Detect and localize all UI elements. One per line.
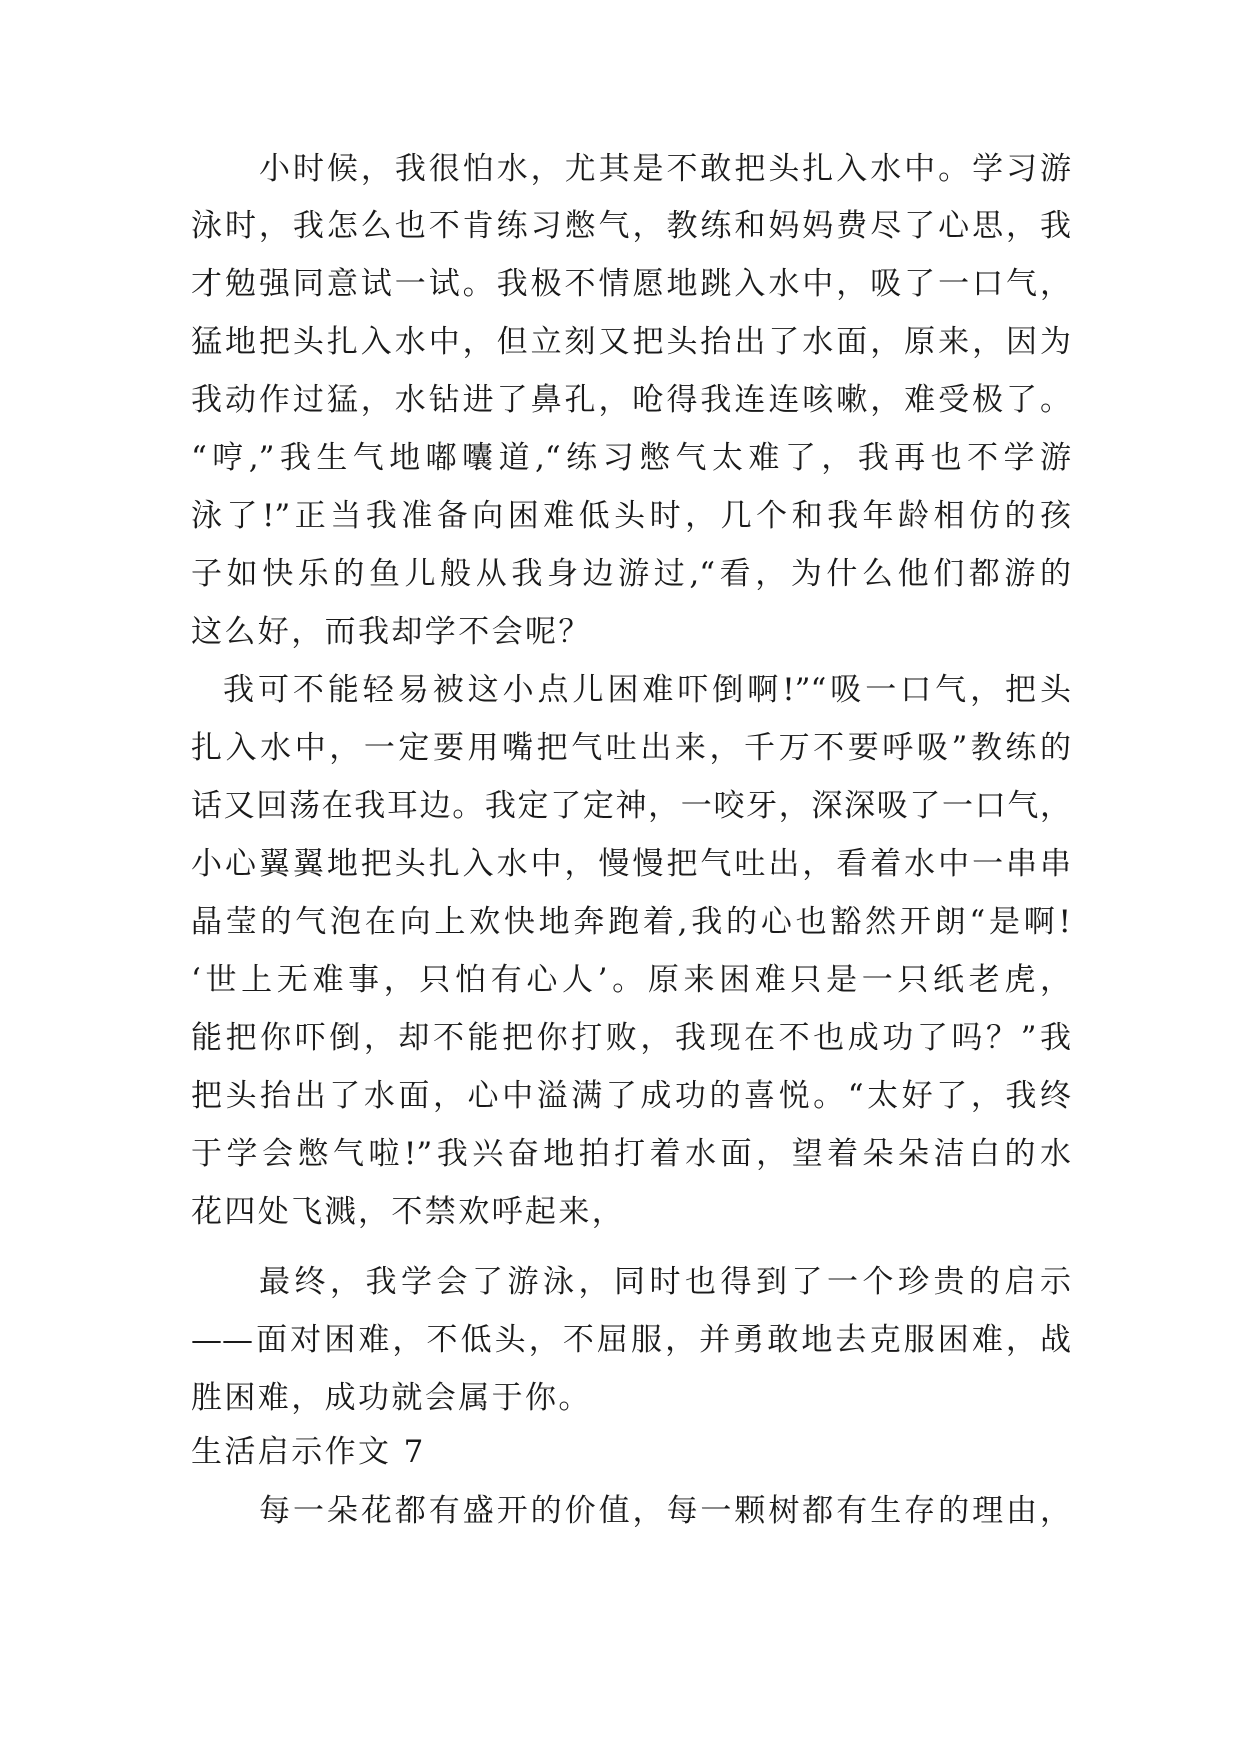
text-line: 把头抬出了水面，心中溢满了成功的喜悦。“太好了，我终 xyxy=(191,1078,1071,1114)
section-heading: 生活启示作文 7 xyxy=(191,1434,426,1470)
text-line: 最终，我学会了游泳，同时也得到了一个珍贵的启示 xyxy=(259,1264,1071,1300)
text-line: 才勉强同意试一试。我极不情愿地跳入水中，吸了一口气， xyxy=(191,266,1071,302)
text-line: 小时候，我很怕水，尤其是不敢把头扎入水中。学习游 xyxy=(259,151,1071,187)
text-line: 我动作过猛，水钻进了鼻孔，呛得我连连咳嗽，难受极了。 xyxy=(191,382,1071,418)
text-line: ‘世上无难事，只怕有心人’。原来困难只是一只纸老虎， xyxy=(191,962,1071,998)
text-line: 于学会憋气啦!”我兴奋地拍打着水面，望着朵朵洁白的水 xyxy=(191,1136,1071,1172)
text-line: 能把你吓倒，却不能把你打败，我现在不也成功了吗？”我 xyxy=(191,1020,1071,1056)
text-line: 我可不能轻易被这小点儿困难吓倒啊!”“吸一口气，把头 xyxy=(223,672,1071,708)
text-line: 这么好，而我却学不会呢？ xyxy=(191,614,592,650)
text-line: 扎入水中，一定要用嘴把气吐出来，千万不要呼吸”教练的 xyxy=(191,730,1071,766)
text-line: 泳时，我怎么也不肯练习憋气，教练和妈妈费尽了心思，我 xyxy=(191,208,1071,244)
text-line: 猛地把头扎入水中，但立刻又把头抬出了水面，原来，因为 xyxy=(191,324,1071,360)
text-line: 花四处飞溅，不禁欢呼起来， xyxy=(191,1194,626,1230)
text-line: “哼,”我生气地嘟囔道,“练习憋气太难了，我再也不学游 xyxy=(191,440,1071,476)
text-line: 胜困难，成功就会属于你。 xyxy=(191,1380,592,1416)
text-line: ——面对困难，不低头，不屈服，并勇敢地去克服困难，战 xyxy=(191,1322,1071,1358)
text-line: 话又回荡在我耳边。我定了定神，一咬牙，深深吸了一口气， xyxy=(191,788,1071,824)
text-line: 子如快乐的鱼儿般从我身边游过,“看，为什么他们都游的 xyxy=(191,556,1071,592)
text-line: 每一朵花都有盛开的价值，每一颗树都有生存的理由， xyxy=(259,1493,1071,1529)
text-line: 晶莹的气泡在向上欢快地奔跑着,我的心也豁然开朗“是啊! xyxy=(191,904,1071,940)
text-line: 泳了!”正当我准备向困难低头时，几个和我年龄相仿的孩 xyxy=(191,498,1071,534)
text-line: 小心翼翼地把头扎入水中，慢慢把气吐出，看着水中一串串 xyxy=(191,846,1071,882)
